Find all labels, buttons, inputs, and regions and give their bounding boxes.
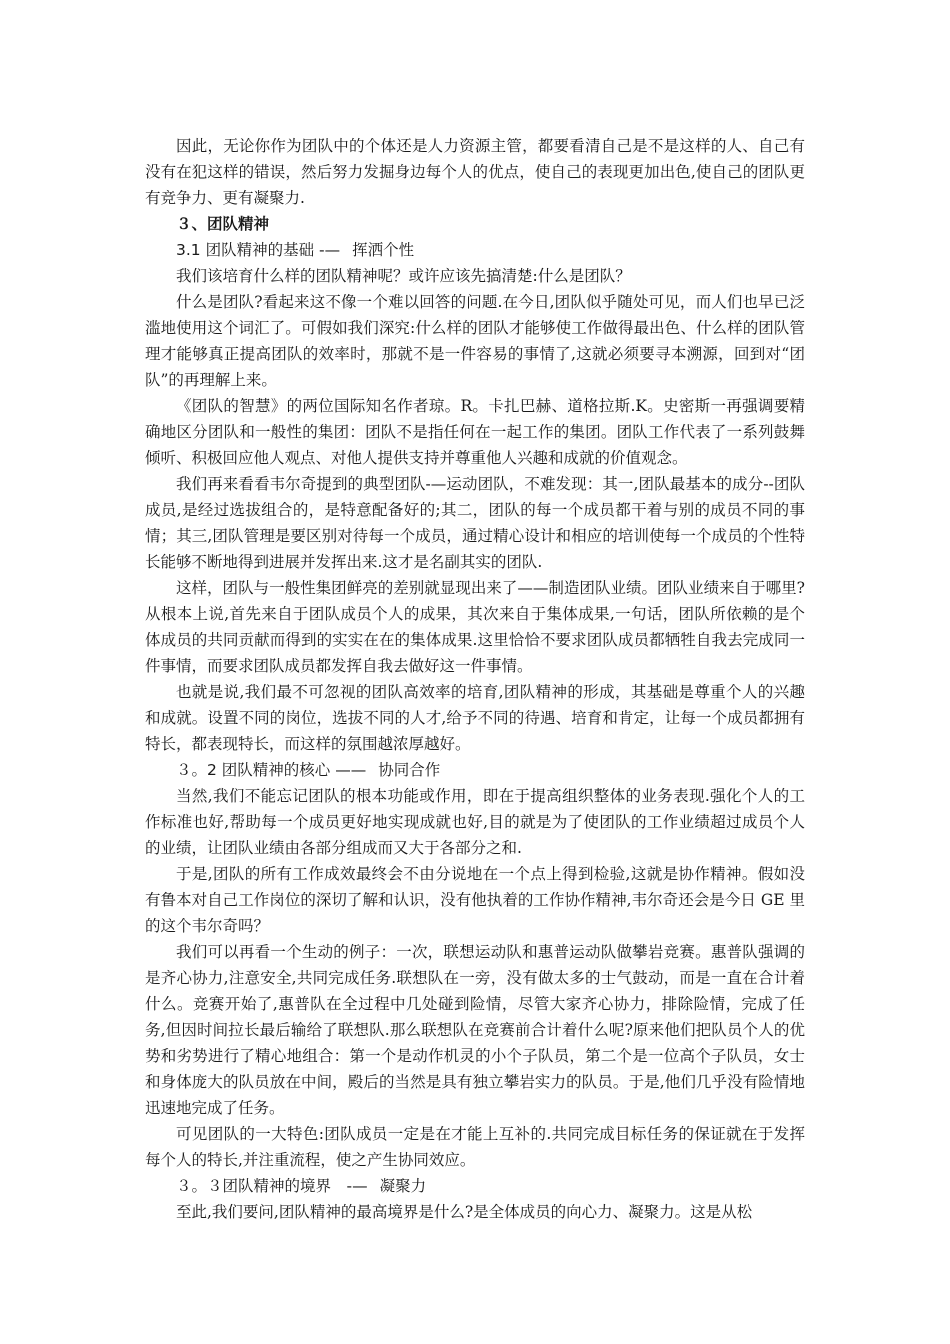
subsection-heading-number: ３。３团队精神的境界 -— <box>176 1177 368 1195</box>
subsection-heading <box>145 237 805 263</box>
paragraph: 什么是团队?看起来这不像一个难以回答的问题.在今日,团队似乎随处可见，而人们也早已泛滥地使用这个词汇了。可假如我们深究:什么样的团队才能够使工作做得最出色、什么样的团队管理才能够真正提高团队的效率时，那就不是一件容易的事情了,这就必须要寻本溯源，回到对“团队”的再理解上来。 <box>145 293 805 389</box>
paragraph: 这样，团队与一般性集团鲜亮的差别就显现出来了——制造团队业绩。团队业绩来自于哪里?从根本上说,首先来自于团队成员个人的成果，其次来自于集体成果,一句话，团队所依赖的是个体成员的共同贡献而得到的实实在在的集体成果.这里恰恰不要求团队成员都牺牲自我去完成同一件事情，而要求团队成员都发挥自我去做好这一件事情。 <box>145 579 805 675</box>
paragraph: 当然,我们不能忘记团队的根本功能或作用，即在于提高组织整体的业务表现.强化个人的工作标准也好,帮助每一个成员更好地实现成就也好,目的就是为了使团队的工作业绩超过成员个人的业绩，让团队业绩由各部分组成而又大于各部分之和. <box>145 787 805 857</box>
subsection-heading-title: 挥洒个性 <box>352 241 415 259</box>
subsection-heading-number: ３。2 团队精神的核心 —— <box>176 761 367 779</box>
section-heading: ３、团队精神 <box>176 215 270 233</box>
subsection-heading-title: 凝聚力 <box>379 1177 427 1195</box>
subsection-heading <box>145 757 805 783</box>
paragraph: 《团队的智慧》的两位国际知名作者琼。R。卡扎巴赫、道格拉斯.K。史密斯一再强调要精确地区分团队和一般性的集团：团队不是指任何在一起工作的集团。团队工作代表了一系列鼓舞倾听、积极回应他人观点、对他人提供支持并尊重他人兴趣和成就的价值观念。 <box>145 397 805 467</box>
paragraph: 我们再来看看韦尔奇提到的典型团队-—运动团队，不难发现：其一,团队最基本的成分--团队成员,是经过选拔组合的，是特意配备好的;其二，团队的每一个成员都干着与别的成员不同的事情；其三,团队管理是要区别对待每一个成员，通过精心设计和相应的培训使每一个成员的个性特长能够不断地得到进展并发挥出来.这才是名副其实的团队. <box>145 475 805 571</box>
document-page <box>145 133 805 1225</box>
paragraph: 因此，无论你作为团队中的个体还是人力资源主管，都要看清自己是不是这样的人、自己有没有在犯这样的错误，然后努力发掘身边每个人的优点，使自己的表现更加出色,使自己的团队更有竞争力、更有凝聚力. <box>145 137 805 207</box>
paragraph: 于是,团队的所有工作成效最终会不由分说地在一个点上得到检验,这就是协作精神。假如没有鲁本对自己工作岗位的深切了解和认识，没有他执着的工作协作精神,韦尔奇还会是今日 GE 里的这个韦尔奇吗？ <box>145 865 805 935</box>
subsection-heading <box>145 1173 805 1199</box>
subsection-heading-number: 3.1 团队精神的基础 -— <box>176 241 341 259</box>
subsection-heading-title: 协同合作 <box>378 761 441 779</box>
paragraph: 可见团队的一大特色:团队成员一定是在才能上互补的.共同完成目标任务的保证就在于发挥每个人的特长,并注重流程，使之产生协同效应。 <box>145 1125 805 1169</box>
paragraph: 我们可以再看一个生动的例子：一次，联想运动队和惠普运动队做攀岩竞赛。惠普队强调的是齐心协力,注意安全,共同完成任务.联想队在一旁，没有做太多的士气鼓动，而是一直在合计着什么。竞赛开始了,惠普队在全过程中几处碰到险情，尽管大家齐心协力，排除险情，完成了任务,但因时间拉长最后输给了联想队.那么联想队在竞赛前合计着什么呢?原来他们把队员个人的优势和劣势进行了精心地组合：第一个是动作机灵的小个子队员，第二个是一位高个子队员，女士和身体庞大的队员放在中间，殿后的当然是具有独立攀岩实力的队员。于是,他们几乎没有险情地迅速地完成了任务。 <box>145 943 805 1117</box>
paragraph: 我们该培育什么样的团队精神呢？或许应该先搞清楚:什么是团队？ <box>176 267 631 285</box>
paragraph: 至此,我们要问,团队精神的最高境界是什么?是全体成员的向心力、凝聚力。这是从松 <box>176 1203 753 1221</box>
paragraph: 也就是说,我们最不可忽视的团队高效率的培育,团队精神的形成，其基础是尊重个人的兴趣和成就。设置不同的岗位，选拔不同的人才,给予不同的待遇、培育和肯定，让每一个成员都拥有特长，都表现特长，而这样的氛围越浓厚越好。 <box>145 683 805 753</box>
